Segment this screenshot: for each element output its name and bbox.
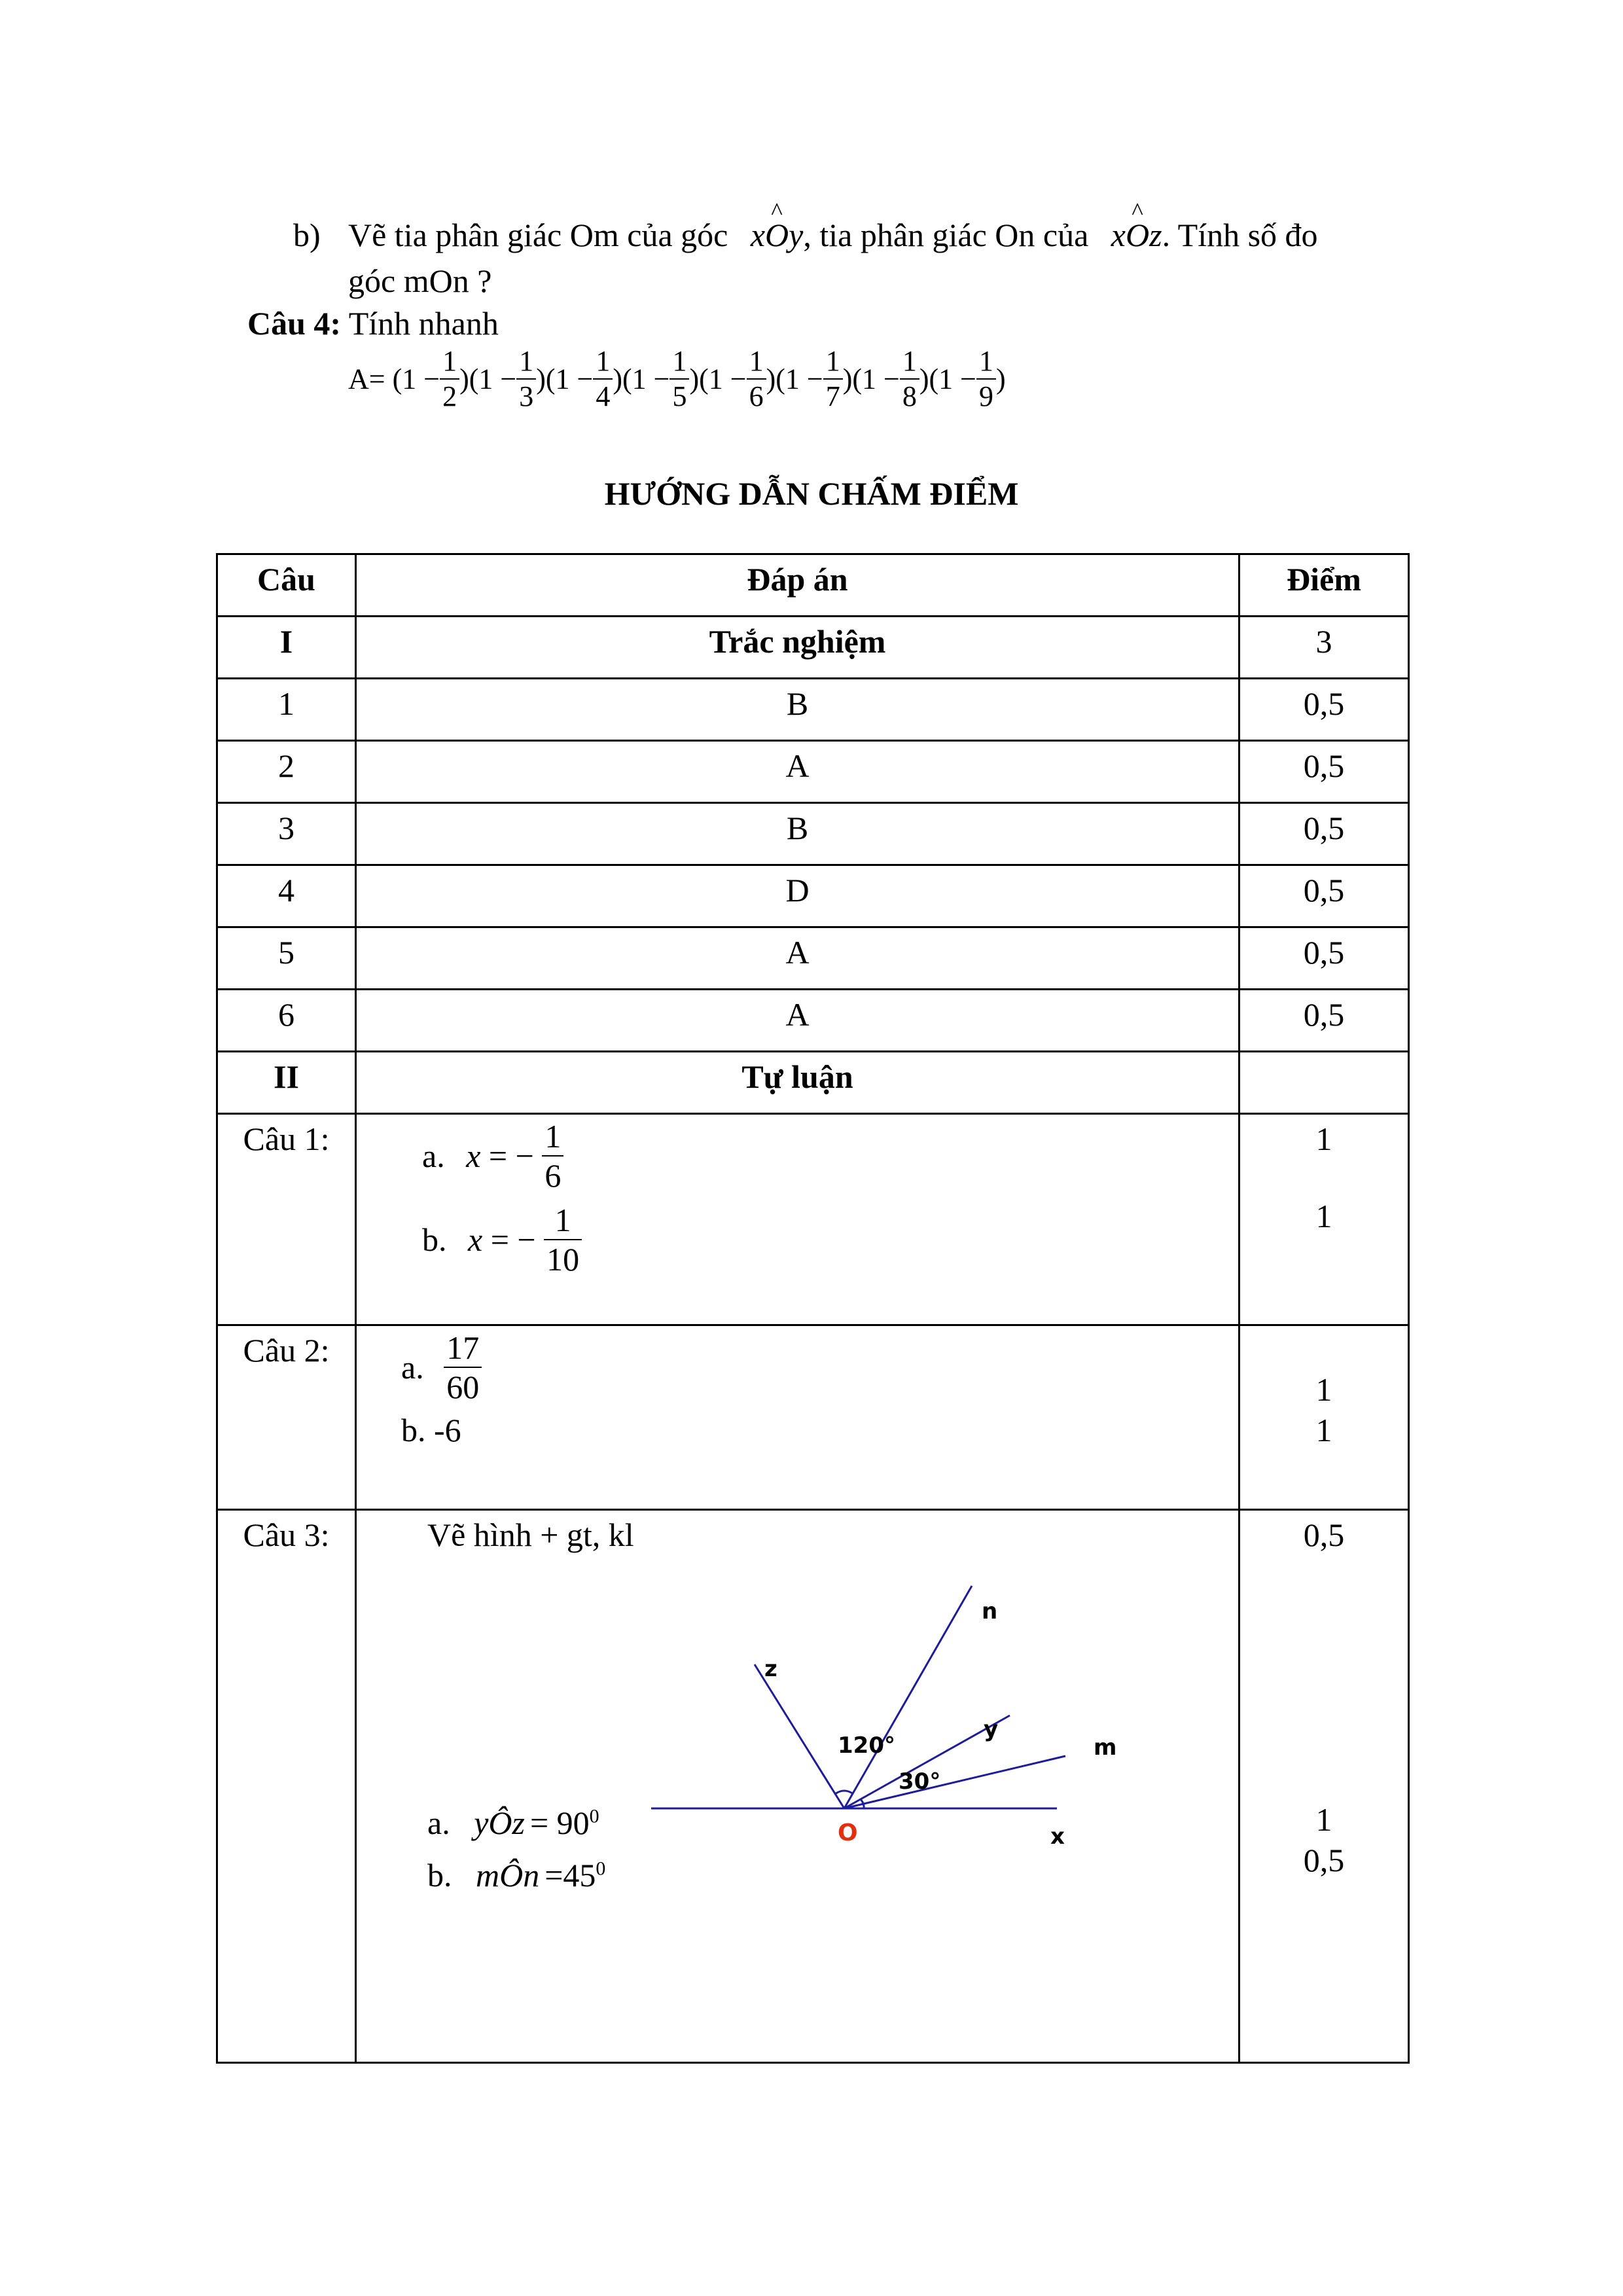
table-row: 3 B 0,5 [217, 803, 1409, 865]
angle-xoz: x^ Oz [1111, 217, 1162, 253]
fraction: $\frac{1}{9}$ [976, 347, 996, 411]
cau1-points: 1 1 [1240, 1114, 1409, 1325]
label-o: O [838, 1820, 858, 1846]
question-b-line2: góc mOn ? [348, 262, 492, 299]
question-b-text3: . Tính số đo [1162, 217, 1318, 253]
cau1-row [217, 1114, 1409, 1325]
table-row: 6 A 0,5 [217, 990, 1409, 1052]
cau4-heading [247, 304, 499, 342]
question-b-text1: Vẽ tia phân giác Om của góc [348, 217, 728, 253]
table-row: 5 A 0,5 [217, 927, 1409, 990]
header-diem: Điểm [1240, 554, 1409, 617]
cau3-a: a. yÔz = $90^0$ [427, 1804, 599, 1841]
fraction: $\frac{1}{3}$ [516, 347, 536, 411]
cau2-points: 1 1 [1240, 1325, 1409, 1510]
cau3-label: Câu 3: [217, 1510, 356, 2063]
fraction: $\frac{1}{10}$ [544, 1204, 582, 1276]
expr-prefix: A= [348, 363, 385, 395]
expr-term: (1 − $\frac{1}{2}$ ) [392, 345, 469, 412]
fraction: $\frac{1}{7}$ [823, 347, 843, 411]
section2-points [1240, 1052, 1409, 1114]
cau4-title: Tính nhanh [348, 305, 499, 342]
section1-title: Trắc nghiệm [356, 617, 1240, 679]
grading-table [216, 553, 1410, 2064]
angle-arc-120 [835, 1791, 853, 1794]
table-row: 2 A 0,5 [217, 741, 1409, 803]
expr-term: (1 − $\frac{1}{4}$ ) [545, 345, 622, 412]
expr-terms [392, 345, 1006, 412]
cau4-expression [348, 347, 1006, 411]
expr-term: (1 − $\frac{1}{3}$ ) [469, 345, 546, 412]
cau2-b: b. -6 [401, 1412, 461, 1448]
cau1-a: a. x = − $\frac{1}{6}$ [422, 1120, 563, 1192]
question-b-line1 [348, 216, 1318, 254]
angle-figure [651, 1547, 1175, 1828]
cau3-points: 0,5 1 0,5 [1240, 1510, 1409, 2063]
expr-term: (1 − $\frac{1}{5}$ ) [622, 345, 700, 412]
cau1-answer [356, 1114, 1240, 1325]
label-z: z [764, 1656, 777, 1682]
fraction: $\frac{17}{60}$ [444, 1331, 482, 1403]
fraction: $\frac{1}{4}$ [593, 347, 613, 411]
fraction: $\frac{1}{6}$ [747, 347, 766, 411]
table-row: 1 B 0,5 [217, 679, 1409, 741]
header-cau: Câu [217, 554, 356, 617]
section2-cau: II [217, 1052, 356, 1114]
label-y: y [984, 1716, 999, 1742]
section1-points: 3 [1240, 617, 1409, 679]
expr-term: (1 − $\frac{1}{9}$ ) [929, 345, 1006, 412]
angle-xoy: x^ Oy [751, 217, 804, 253]
section-row-2 [217, 1052, 1409, 1114]
expr-term: (1 − $\frac{1}{7}$ ) [776, 345, 853, 412]
page-title: HƯỚNG DẪN CHẤM ĐIỂM [604, 475, 1019, 512]
section2-title: Tự luận [356, 1052, 1240, 1114]
ray-oz [755, 1664, 844, 1808]
section1-cau: I [217, 617, 356, 679]
cau3-row [217, 1510, 1409, 2063]
expr-term: (1 − $\frac{1}{6}$ ) [699, 345, 776, 412]
cau2-row [217, 1325, 1409, 1510]
label-n: n [982, 1598, 998, 1624]
table-header-row [217, 554, 1409, 617]
table-row: 4 D 0,5 [217, 865, 1409, 927]
expr-term: (1 − $\frac{1}{8}$ ) [852, 345, 929, 412]
label-x-text: x [1050, 1823, 1065, 1850]
fraction: $\frac{1}{5}$ [669, 347, 689, 411]
cau3-b: b. mÔn $=45^0$ [427, 1857, 606, 1893]
label-m: m [1094, 1734, 1117, 1761]
cau2-a: a. $\frac{17}{60}$ [401, 1331, 482, 1403]
cau2-answer [356, 1325, 1240, 1510]
header-dap-an: Đáp án [356, 554, 1240, 617]
cau1-label: Câu 1: [217, 1114, 356, 1325]
fraction: $\frac{1}{6}$ [542, 1120, 563, 1192]
fraction: $\frac{1}{2}$ [440, 347, 459, 411]
label-30: 30° [899, 1768, 941, 1795]
ray-om [844, 1756, 1065, 1808]
cau3-intro: Vẽ hình + gt, kl [427, 1516, 634, 1553]
cau4-label: Câu 4: [247, 305, 342, 342]
question-b-text2: , tia phân giác On của [803, 217, 1089, 253]
label-120: 120° [838, 1732, 895, 1759]
question-b-label: b) [293, 217, 321, 253]
cau2-label: Câu 2: [217, 1325, 356, 1510]
cau3-answer [356, 1510, 1240, 2063]
section-row-1 [217, 617, 1409, 679]
fraction: $\frac{1}{8}$ [900, 347, 919, 411]
cau1-b: b. x = − $\frac{1}{10}$ [422, 1204, 582, 1276]
